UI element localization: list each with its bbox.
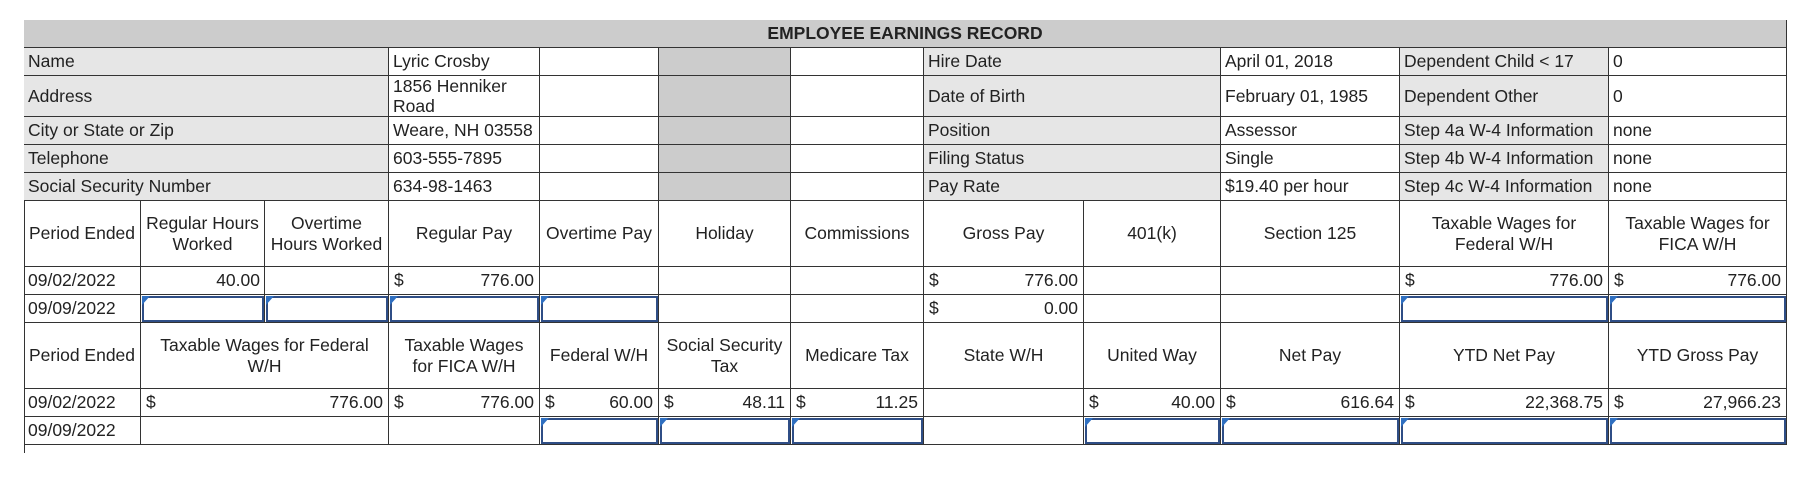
blank-cell[interactable] <box>540 117 659 145</box>
t2-header-medicare: Medicare Tax <box>791 323 924 389</box>
amount: 616.64 <box>1340 392 1394 413</box>
comment-marker-icon <box>142 296 150 305</box>
ytd-gross-pay-cell[interactable] <box>1609 389 1787 417</box>
currency-symbol: $ <box>1614 270 1624 291</box>
overtime-pay-input[interactable] <box>540 295 659 323</box>
comment-marker-icon <box>1610 418 1618 427</box>
ytd-net-pay-cell[interactable] <box>1400 389 1609 417</box>
t1-header-regular-pay: Regular Pay <box>389 201 540 267</box>
comment-marker-icon <box>541 296 549 305</box>
state-wh-cell[interactable] <box>924 417 1084 445</box>
taxable-federal-input[interactable] <box>1400 295 1609 323</box>
dep-child-label: Dependent Child < 17 <box>1400 48 1609 76</box>
medicare-input[interactable] <box>791 417 924 445</box>
amount: 776.00 <box>329 392 383 413</box>
step4a-label: Step 4a W-4 Information <box>1400 117 1609 145</box>
401k-cell[interactable] <box>1084 295 1221 323</box>
blank-cell[interactable] <box>791 173 924 201</box>
gross-pay-cell[interactable] <box>924 267 1084 295</box>
blank-cell[interactable] <box>540 48 659 76</box>
currency-symbol: $ <box>394 270 404 291</box>
t2-header-federal-wh: Federal W/H <box>540 323 659 389</box>
name-value[interactable]: Lyric Crosby <box>389 48 540 76</box>
comment-marker-icon <box>1401 418 1409 427</box>
dep-other-value[interactable]: 0 <box>1609 76 1787 117</box>
amount: 48.11 <box>742 392 785 413</box>
address-label: Address <box>24 76 389 117</box>
filing-status-label: Filing Status <box>924 145 1221 173</box>
blank-cell[interactable] <box>540 145 659 173</box>
hire-date-label: Hire Date <box>924 48 1221 76</box>
taxable-fica-input[interactable] <box>1609 295 1787 323</box>
t1-header-period-ended: Period Ended <box>24 201 141 267</box>
net-pay-input[interactable] <box>1221 417 1400 445</box>
overtime-hours-input[interactable] <box>265 295 389 323</box>
gross-pay-cell[interactable] <box>924 295 1084 323</box>
currency-symbol: $ <box>1226 392 1236 413</box>
blank-cell[interactable] <box>540 76 659 117</box>
t1-header-gross-pay: Gross Pay <box>924 201 1084 267</box>
step4b-label: Step 4b W-4 Information <box>1400 145 1609 173</box>
blank-cell[interactable] <box>540 173 659 201</box>
blank-cell[interactable] <box>659 145 791 173</box>
t2-header-period-ended: Period Ended <box>24 323 141 389</box>
comment-marker-icon <box>390 296 398 305</box>
amount: 776.00 <box>1549 270 1603 291</box>
section-125-cell[interactable] <box>1221 295 1400 323</box>
name-label: Name <box>24 48 389 76</box>
telephone-value[interactable]: 603-555-7895 <box>389 145 540 173</box>
dep-child-value[interactable]: 0 <box>1609 48 1787 76</box>
step4b-value[interactable]: none <box>1609 145 1787 173</box>
amount: 0.00 <box>1043 298 1078 319</box>
commissions-cell[interactable] <box>791 267 924 295</box>
regular-hours-input[interactable] <box>141 295 265 323</box>
amount: 776.00 <box>480 270 534 291</box>
step4a-value[interactable]: none <box>1609 117 1787 145</box>
blank-cell[interactable] <box>791 76 924 117</box>
overtime-pay-cell[interactable] <box>540 267 659 295</box>
position-value[interactable]: Assessor <box>1221 117 1400 145</box>
taxable-federal-cell[interactable] <box>1400 267 1609 295</box>
ssn-label: Social Security Number <box>24 173 389 201</box>
dob-value[interactable]: February 01, 1985 <box>1221 76 1400 117</box>
amount: 776.00 <box>480 392 534 413</box>
city-value[interactable]: Weare, NH 03558 <box>389 117 540 145</box>
regular-pay-cell[interactable] <box>389 267 540 295</box>
blank-cell[interactable] <box>659 173 791 201</box>
t1-header-taxable-fica: Taxable Wages for FICA W/H <box>1609 201 1787 267</box>
overtime-hours-cell[interactable] <box>265 267 389 295</box>
table-row-period[interactable]: 09/09/2022 <box>24 417 141 445</box>
dep-other-label: Dependent Other <box>1400 76 1609 117</box>
hire-date-value[interactable]: April 01, 2018 <box>1221 48 1400 76</box>
taxable-fica-cell[interactable] <box>1609 267 1787 295</box>
ytd-gross-pay-input[interactable] <box>1609 417 1787 445</box>
t1-header-taxable-federal: Taxable Wages for Federal W/H <box>1400 201 1609 267</box>
currency-symbol: $ <box>1089 392 1099 413</box>
comment-marker-icon <box>660 418 668 427</box>
t1-header-holiday: Holiday <box>659 201 791 267</box>
t1-header-regular-hours: Regular Hours Worked <box>141 201 265 267</box>
t1-header-commissions: Commissions <box>791 201 924 267</box>
currency-symbol: $ <box>796 392 806 413</box>
amount: 776.00 <box>1024 270 1078 291</box>
amount: 776.00 <box>1727 270 1781 291</box>
currency-symbol: $ <box>1614 392 1624 413</box>
united-way-input[interactable] <box>1084 417 1221 445</box>
comment-marker-icon <box>1401 296 1409 305</box>
holiday-cell[interactable] <box>659 267 791 295</box>
amount: 60.00 <box>609 392 653 413</box>
telephone-label: Telephone <box>24 145 389 173</box>
dob-label: Date of Birth <box>924 76 1221 117</box>
t2-header-united-way: United Way <box>1084 323 1221 389</box>
commissions-cell[interactable] <box>791 295 924 323</box>
step4c-label: Step 4c W-4 Information <box>1400 173 1609 201</box>
taxable-fica-cell[interactable] <box>389 389 540 417</box>
comment-marker-icon <box>1085 418 1093 427</box>
earnings-record-sheet <box>24 20 1787 453</box>
t2-header-ytd-net-pay: YTD Net Pay <box>1400 323 1609 389</box>
comment-marker-icon <box>266 296 274 305</box>
t2-header-taxable-fica: Taxable Wages for FICA W/H <box>389 323 540 389</box>
holiday-cell[interactable] <box>659 295 791 323</box>
section-125-cell[interactable] <box>1221 267 1400 295</box>
table-row-period[interactable]: 09/02/2022 <box>24 389 141 417</box>
t1-header-overtime-pay: Overtime Pay <box>540 201 659 267</box>
t2-header-net-pay: Net Pay <box>1221 323 1400 389</box>
t2-header-social-security: Social Security Tax <box>659 323 791 389</box>
currency-symbol: $ <box>664 392 674 413</box>
amount: 11.25 <box>875 392 918 413</box>
table-row-period[interactable]: 09/02/2022 <box>24 267 141 295</box>
currency-symbol: $ <box>929 270 939 291</box>
social-security-cell[interactable] <box>659 389 791 417</box>
taxable-federal-cell[interactable] <box>141 417 389 445</box>
blank-cell[interactable] <box>659 76 791 117</box>
regular-pay-input[interactable] <box>389 295 540 323</box>
federal-wh-input[interactable] <box>540 417 659 445</box>
pay-rate-value[interactable]: $19.40 per hour <box>1221 173 1400 201</box>
t2-header-state-wh: State W/H <box>924 323 1084 389</box>
currency-symbol: $ <box>545 392 555 413</box>
table-row-period[interactable]: 09/09/2022 <box>24 295 141 323</box>
t1-header-section-125: Section 125 <box>1221 201 1400 267</box>
blank-cell[interactable] <box>659 117 791 145</box>
ytd-net-pay-input[interactable] <box>1400 417 1609 445</box>
net-pay-cell[interactable] <box>1221 389 1400 417</box>
currency-symbol: $ <box>1405 270 1415 291</box>
blank-cell[interactable] <box>791 145 924 173</box>
comment-marker-icon <box>541 418 549 427</box>
t1-header-401k: 401(k) <box>1084 201 1221 267</box>
t2-header-taxable-federal: Taxable Wages for Federal W/H <box>141 323 389 389</box>
step4c-value[interactable]: none <box>1609 173 1787 201</box>
position-label: Position <box>924 117 1221 145</box>
pay-rate-label: Pay Rate <box>924 173 1221 201</box>
taxable-federal-cell[interactable] <box>141 389 389 417</box>
t2-header-ytd-gross-pay: YTD Gross Pay <box>1609 323 1787 389</box>
medicare-cell[interactable] <box>791 389 924 417</box>
address-value[interactable]: 1856 Henniker Road <box>389 76 540 117</box>
currency-symbol: $ <box>929 298 939 319</box>
currency-symbol: $ <box>394 392 404 413</box>
amount: 22,368.75 <box>1525 392 1603 413</box>
blank-cell[interactable] <box>659 48 791 76</box>
social-security-input[interactable] <box>659 417 791 445</box>
taxable-fica-cell[interactable] <box>389 417 540 445</box>
state-wh-cell[interactable] <box>924 389 1084 417</box>
401k-cell[interactable] <box>1084 267 1221 295</box>
sheet-title: EMPLOYEE EARNINGS RECORD <box>24 20 1787 48</box>
filing-status-value[interactable]: Single <box>1221 145 1400 173</box>
amount: 40.00 <box>1171 392 1215 413</box>
comment-marker-icon <box>1610 296 1618 305</box>
blank-cell[interactable] <box>791 117 924 145</box>
comment-marker-icon <box>792 418 800 427</box>
federal-wh-cell[interactable] <box>540 389 659 417</box>
blank-cell[interactable] <box>791 48 924 76</box>
regular-hours-cell[interactable]: 40.00 <box>141 267 265 295</box>
united-way-cell[interactable] <box>1084 389 1221 417</box>
comment-marker-icon <box>1222 418 1230 427</box>
amount: 27,966.23 <box>1703 392 1781 413</box>
currency-symbol: $ <box>146 392 156 413</box>
currency-symbol: $ <box>1405 392 1415 413</box>
city-label: City or State or Zip <box>24 117 389 145</box>
ssn-value[interactable]: 634-98-1463 <box>389 173 540 201</box>
t1-header-overtime-hours: Overtime Hours Worked <box>265 201 389 267</box>
